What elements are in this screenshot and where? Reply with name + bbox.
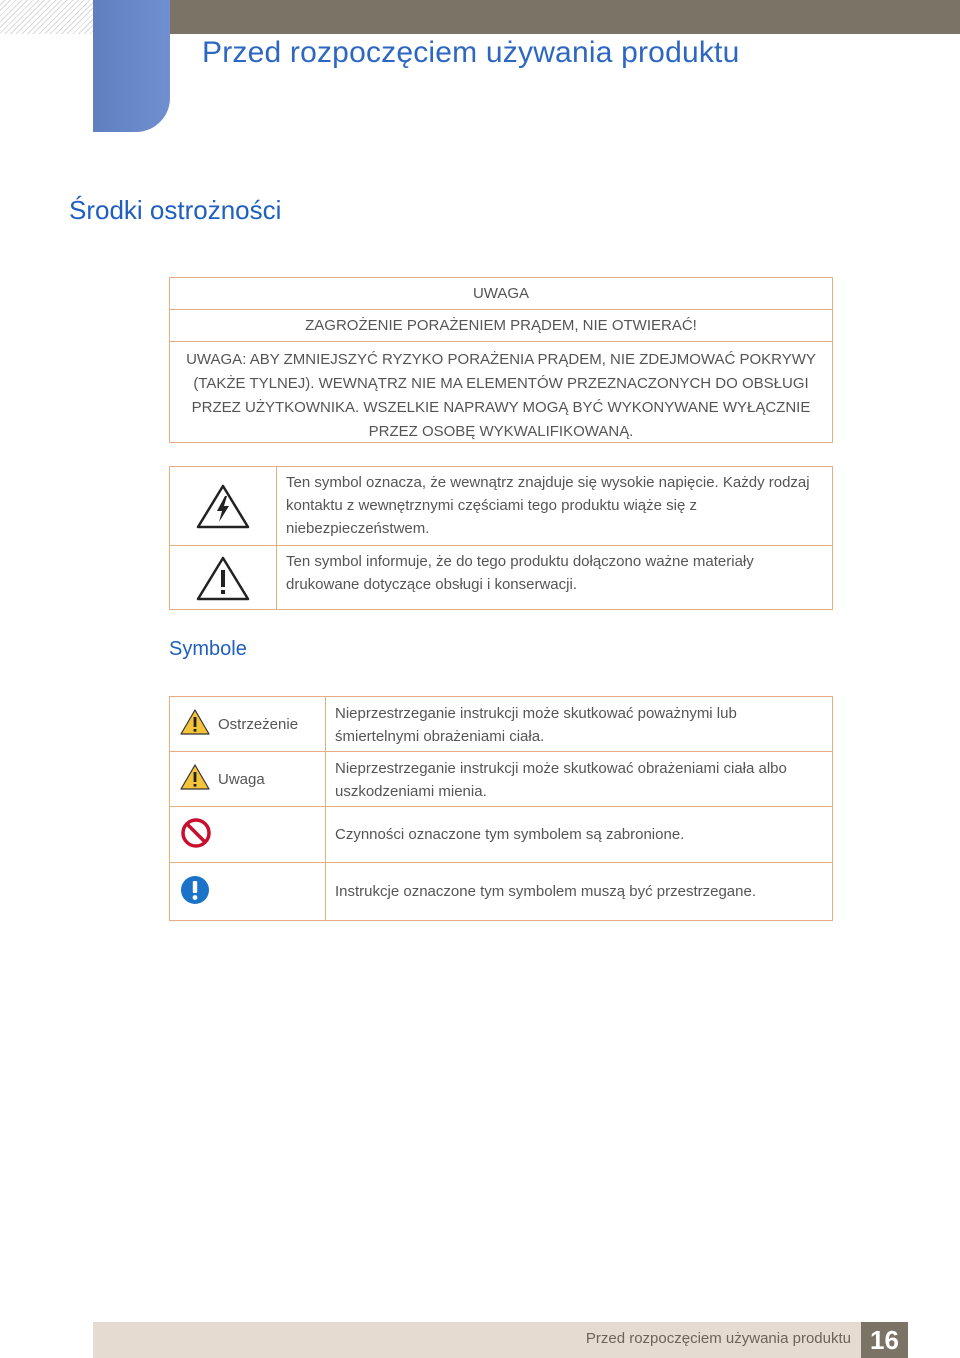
warning-heading: UWAGA [170,278,832,310]
high-voltage-triangle-icon [170,467,277,545]
legend-text: Nieprzestrzeganie instrukcji może skutkować poważnymi lub śmiertelnymi obrażeniami ciała. [335,705,737,745]
legend-text: Instrukcje oznaczone tym symbolem muszą być przestrzegane. [335,883,757,900]
legend-row [170,863,832,920]
symbol-explanation-box [169,466,833,610]
warning-triangle-icon [180,709,210,739]
section-title: Środki ostrożności [69,195,282,225]
legend-label: Uwaga [218,770,265,788]
legend-row [170,697,832,752]
legend-label: Ostrzeżenie [218,715,299,733]
symbol-row-text: Ten symbol oznacza, że wewnątrz znajduje się wysokie napięcie. Każdy rodzaj kontaktu z wewnętrznymi częściami tego produktu wiąże się z niebezpieczeństwem. [286,474,810,537]
symbol-row-text: Ten symbol informuje, że do tego produktu dołączono ważne materiały drukowane dotyczące obsługi i konserwacji. [286,553,754,593]
header-tab [93,0,170,132]
warning-box [169,277,833,443]
exclamation-triangle-icon [170,546,277,609]
page-number: 16 [861,1322,908,1358]
page-header-title: Przed rozpoczęciem używania produktu [202,36,740,69]
legend-label-cell [170,752,326,806]
warning-subheading: ZAGROŻENIE PORAŻENIEM PRĄDEM, NIE OTWIERAĆ! [170,310,832,342]
legend-row [170,807,832,863]
symbols-title: Symbole [169,638,247,660]
legend-label-cell [170,697,326,751]
legend-label-cell [170,863,326,920]
header-hatch [0,0,93,34]
header-bar [170,0,960,34]
symbol-row [170,467,832,546]
legend-row [170,752,832,807]
prohibited-icon [180,817,212,853]
mandatory-icon [180,875,210,909]
warning-body: UWAGA: ABY ZMNIEJSZYĆ RYZYKO PORAŻENIA PRĄDEM, NIE ZDEJMOWAĆ POKRYWY (TAKŻE TYLNEJ). WEWNĄTRZ NIE MA ELEMENTÓW PRZEZNACZONYCH DO OBSŁUGI PRZEZ UŻYTKOWNIKA. WSZELKIE NAPRAWY MOGĄ BYĆ WYKONYWANE WYŁĄCZNIE PRZEZ OSOBĘ WYKWALIFIKOWANĄ. [186,351,816,440]
symbol-row [170,546,832,609]
legend-label-cell [170,807,326,862]
symbols-legend-table [169,696,833,921]
legend-text: Nieprzestrzeganie instrukcji może skutkować obrażeniami ciała albo uszkodzeniami mienia. [335,760,787,800]
caution-triangle-icon [180,764,210,794]
footer-title: Przed rozpoczęciem używania produktu [585,1330,851,1347]
footer-bar [93,1322,861,1358]
legend-text: Czynności oznaczone tym symbolem są zabronione. [335,826,685,843]
